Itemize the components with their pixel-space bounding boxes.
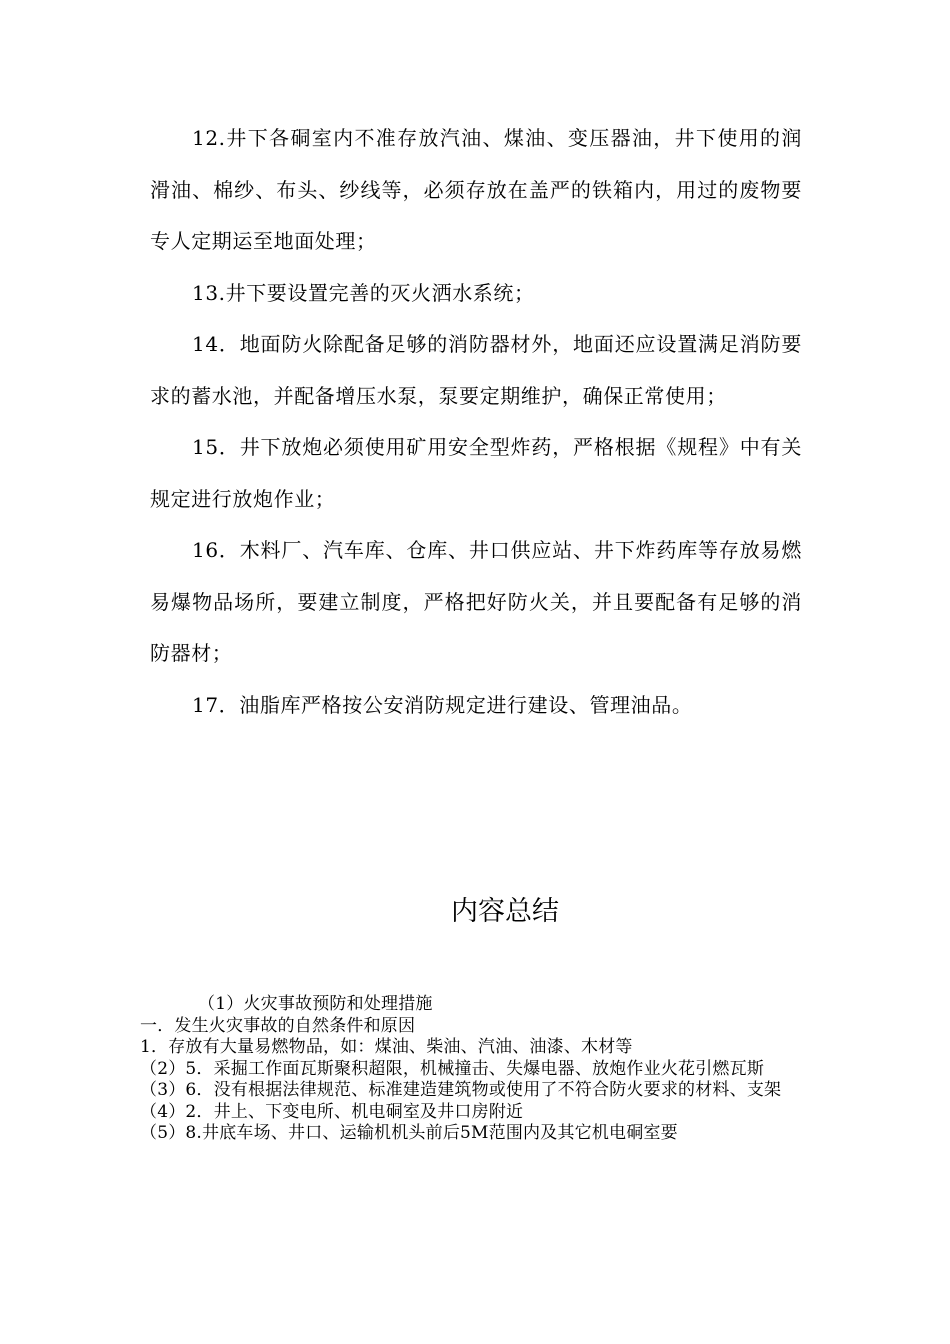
paragraph-item-17: 17．油脂库严格按公安消防规定进行建设、管理油品。: [192, 692, 693, 717]
summary-line: （4）2．井上、下变电所、机电硐室及井口房附近: [140, 1101, 524, 1122]
summary-line: 1．存放有大量易燃物品，如：煤油、柴油、汽油、油漆、木材等: [140, 1037, 633, 1057]
paragraph-item-16: 16．木料厂、汽车库、仓库、井口供应站、井下炸药库等存放易燃易爆物品场所，要建立制度，严格把好防火关，并且要配备有足够的消防器材；: [150, 538, 802, 665]
summary-line: （3）6．没有根据法律规范、标准建造建筑物或使用了不符合防火要求的材料、支架: [140, 1080, 782, 1100]
summary-line: 一．发生火灾事故的自然条件和原因: [140, 1015, 416, 1036]
summary-section: [140, 994, 800, 1145]
measures-section: [150, 113, 802, 731]
summary-line: （1）火灾事故预防和处理措施: [198, 994, 433, 1014]
summary-line: （2）5．采掘工作面瓦斯聚积超限，机械撞击、失爆电器、放炮作业火花引燃瓦斯: [140, 1058, 765, 1079]
paragraph-item-13: 13.井下要设置完善的灭火洒水系统；: [192, 280, 535, 305]
paragraph-item-15: 15．井下放炮必须使用矿用安全型炸药，严格根据《规程》中有关规定进行放炮作业；: [150, 435, 802, 511]
paragraph-item-14: 14．地面防火除配备足够的消防器材外，地面还应设置满足消防要求的蓄水池，并配备增压水泵，泵要定期维护，确保正常使用；: [150, 332, 802, 408]
summary-line: （5）8.井底车场、井口、运输机机头前后5M范围内及其它机电硐室要: [140, 1123, 678, 1143]
paragraph-item-12: 12.井下各硐室内不准存放汽油、煤油、变压器油，井下使用的润滑油、棉纱、布头、纱线等，必须存放在盖严的铁箱内，用过的废物要专人定期运至地面处理；: [150, 126, 802, 253]
summary-title: 内容总结: [451, 896, 559, 927]
